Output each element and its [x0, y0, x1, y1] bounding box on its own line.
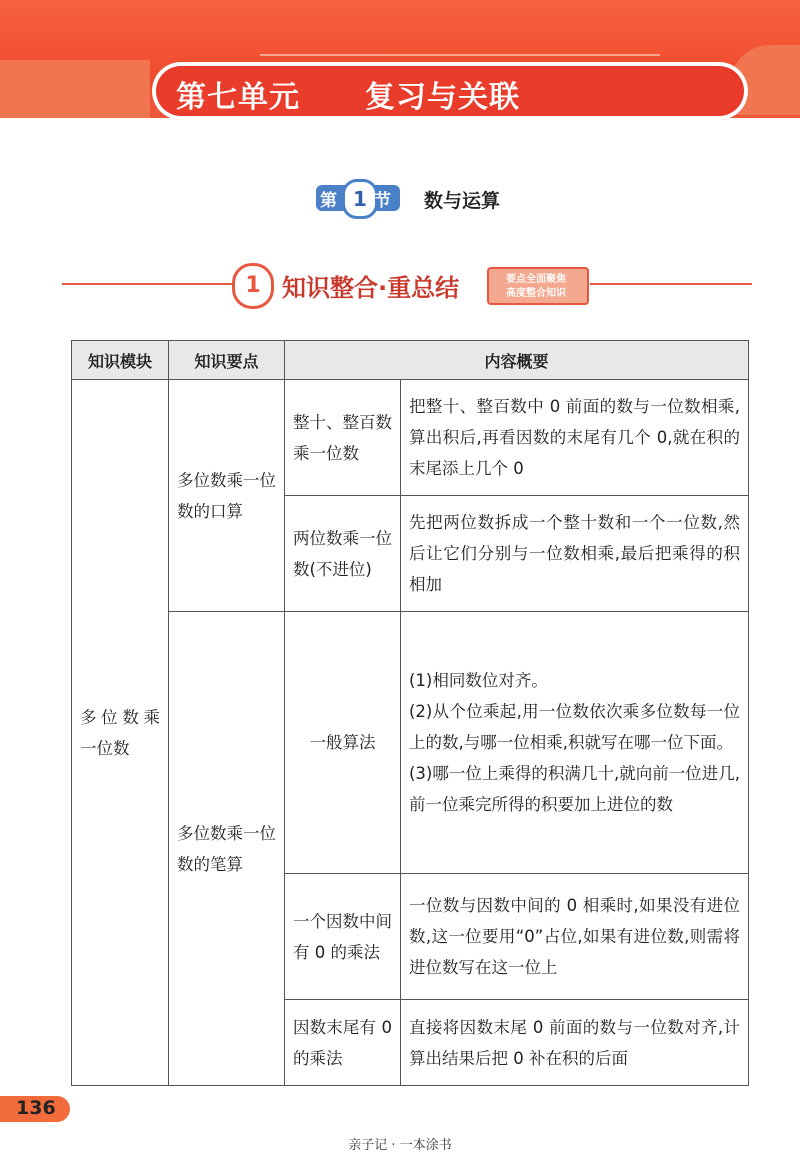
section-number: 1 [342, 179, 378, 219]
section-prefix: 第 [320, 191, 337, 211]
topic-cell: 因数末尾有 0 的乘法 [285, 1000, 401, 1086]
table-row [72, 612, 749, 874]
table-row [72, 380, 749, 496]
header-divider [260, 54, 660, 56]
content-cell [401, 612, 749, 874]
content-cell: 一位数与因数中间的 0 相乘时,如果没有进位数,这一位要用“0”占位,如果有进位数,则需将进位数写在这一位上 [401, 874, 749, 1000]
content-cell: 把整十、整百数中 0 前面的数与一位数相乘,算出积后,再看因数的末尾有几个 0,就在积的末尾添上几个 0 [401, 380, 749, 496]
banner-rule-left [62, 283, 240, 285]
banner-title: 知识整合·重总结 [282, 274, 460, 302]
content-cell: 先把两位数拆成一个整十数和一个一位数,然后让它们分别与一位数相乘,最后把乘得的积相加 [401, 496, 749, 612]
point-cell-written: 多位数乘一位数的笔算 [169, 612, 285, 1086]
topic-cell: 两位数乘一位数(不进位) [285, 496, 401, 612]
knowledge-table [71, 340, 749, 1086]
content-line: (3)哪一位上乘得的积满几十,就向前一位进几,前一位乘完所得的积要加上进位的数 [409, 764, 741, 814]
section-title: 数与运算 [424, 190, 501, 212]
topic-cell: 一般算法 [285, 612, 401, 874]
topic-cell: 整十、整百数乘一位数 [285, 380, 401, 496]
content-line: (2)从个位乘起,用一位数依次乘多位数每一位上的数,与哪一位相乘,积就写在哪一位下面。 [409, 702, 741, 752]
publisher-footer: 亲子记 · 一本涂书 [348, 1138, 452, 1153]
banner-rule-right [590, 283, 752, 285]
point-cell-oral: 多位数乘一位数的口算 [169, 380, 285, 612]
page-number: 136 [16, 1097, 56, 1119]
banner-number: 1 [232, 263, 274, 309]
banner-tag-line-2: 高度整合知识 [506, 288, 566, 299]
topic-cell: 一个因数中间有 0 的乘法 [285, 874, 401, 1000]
unit-subtitle: 复习与关联 [365, 80, 520, 115]
unit-title: 第七单元 [176, 80, 300, 115]
header-module: 知识模块 [72, 341, 169, 380]
content-cell: 直接将因数末尾 0 前面的数与一位数对齐,计算出结果后把 0 补在积的后面 [401, 1000, 749, 1086]
header-content: 内容概要 [285, 341, 749, 380]
header-band-left-accent [0, 60, 150, 118]
table-header-row [72, 341, 749, 380]
module-cell: 多位数乘一位数 [72, 380, 169, 1086]
header-point: 知识要点 [169, 341, 285, 380]
banner-tag-line-1: 要点全面聚焦 [506, 274, 566, 285]
content-line: (1)相同数位对齐。 [409, 671, 548, 690]
section-suffix: 节 [374, 191, 391, 211]
